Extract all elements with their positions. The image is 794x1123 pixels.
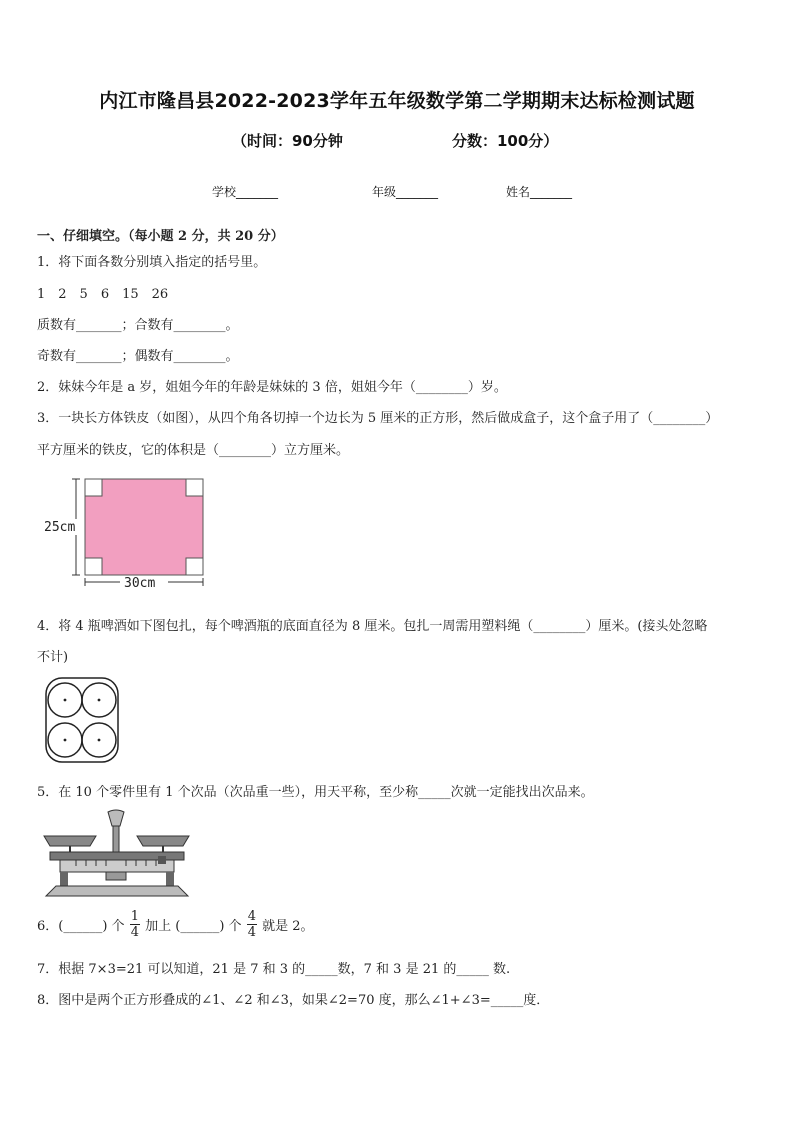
school-field: 学校_______ [212, 185, 279, 199]
page-title: 内江市隆昌县2022-2023学年五年级数学第二学期期末达标检测试题 [99, 90, 695, 112]
question-1: 1．将下面各数分别填入指定的括号里。 [37, 255, 267, 270]
height-label: 25cm [44, 520, 76, 535]
question-4-line2: 不计) [37, 650, 69, 665]
section-heading: 一、仔细填空。（每小题 2 分，共 20 分） [37, 229, 284, 244]
width-label: 30cm [124, 576, 156, 591]
question-1-odds-evens: 奇数有_______；偶数有________。 [37, 349, 239, 364]
exam-score: 分数：100分） [452, 132, 559, 150]
fraction-numerator: 4 [247, 909, 256, 924]
name-field: 姓名_______ [506, 185, 573, 199]
question-6-part2: 加上 (______) 个 [145, 919, 242, 934]
question-3-line2: 平方厘米的铁皮，它的体积是（________）立方厘米。 [37, 443, 350, 458]
corner-square [85, 558, 102, 575]
corner-square [186, 479, 203, 496]
fraction-denominator: 4 [130, 925, 139, 940]
balance-scale-figure [40, 808, 210, 900]
question-8: 8．图中是两个正方形叠成的∠1、∠2 和∠3，如果∠2=70 度，那么∠1+∠3=_____度． [37, 993, 550, 1008]
question-4-line1: 4．将 4 瓶啤酒如下图包扎，每个啤酒瓶的底面直径为 8 厘米。包扎一周需用塑料绳（________）厘米。(接头处忽略 [37, 619, 708, 634]
rope-outline [46, 678, 118, 762]
fraction-one-quarter [130, 910, 140, 939]
question-6 [37, 910, 314, 939]
bottles-figure [44, 676, 120, 764]
iron-sheet [85, 479, 203, 575]
fraction-four-quarters [247, 910, 257, 939]
grade-field: 年级_______ [372, 185, 439, 199]
question-3-line1: 3．一块长方体铁皮（如图），从四个角各切掉一个边长为 5 厘米的正方形，然后做成盒子，这个盒子用了（________） [37, 411, 719, 426]
question-1-numbers: 1 2 5 6 15 26 [37, 287, 169, 302]
question-1-primes-composites: 质数有_______；合数有________。 [37, 318, 239, 333]
iron-sheet-figure [40, 470, 220, 594]
corner-square [186, 558, 203, 575]
question-7: 7．根据 7×3=21 可以知道，21 是 7 和 3 的_____数，7 和 3 是 21 的_____ 数. [37, 962, 511, 977]
fraction-denominator: 4 [247, 925, 256, 940]
corner-square [85, 479, 102, 496]
fraction-numerator: 1 [130, 909, 139, 924]
question-6-part3: 就是 2。 [262, 919, 314, 934]
question-5: 5．在 10 个零件里有 1 个次品（次品重一些），用天平称，至少称_____次就一定能找出次品来。 [37, 785, 594, 800]
question-2: 2．妹妹今年是 a 岁，姐姐今年的年龄是妹妹的 3 倍，姐姐今年（________）岁。 [37, 380, 507, 395]
question-6-part1: 6．(______) 个 [37, 919, 125, 934]
exam-time: （时间：90分钟 [232, 132, 343, 150]
